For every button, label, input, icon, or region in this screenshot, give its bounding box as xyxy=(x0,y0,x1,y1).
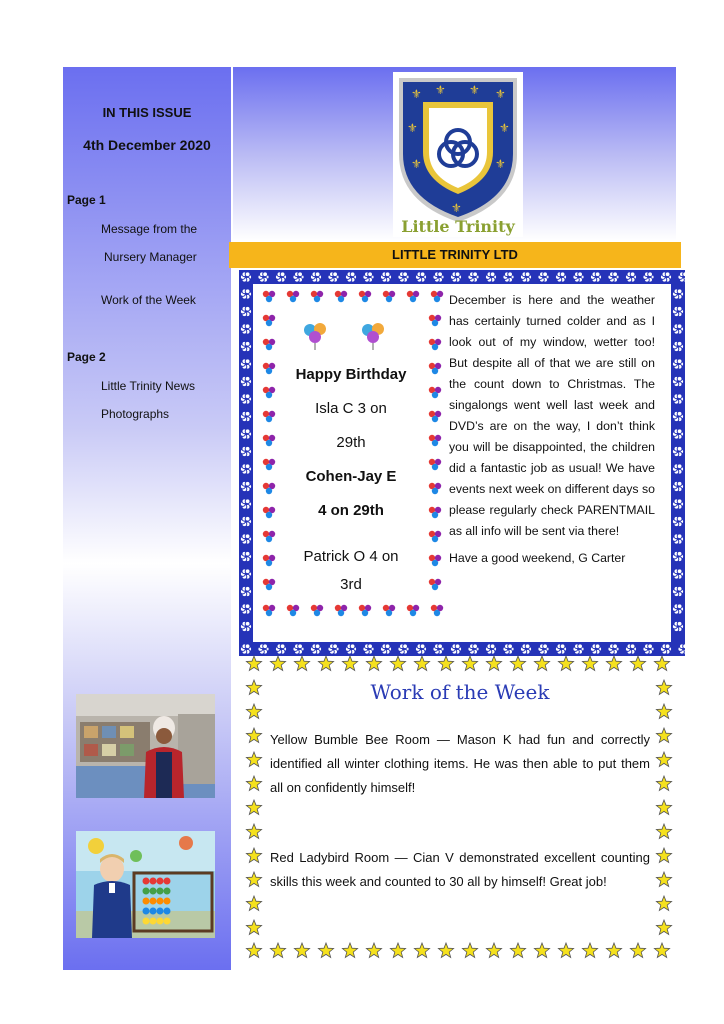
star-icon xyxy=(366,656,381,671)
birthday-line: 3rd xyxy=(340,576,362,593)
star-icon xyxy=(246,776,261,791)
star-icon xyxy=(462,656,477,671)
photo-counting-abacus xyxy=(76,831,215,938)
star-icon xyxy=(558,943,573,958)
star-icon xyxy=(246,656,261,671)
star-icon xyxy=(390,943,405,958)
star-icon xyxy=(656,752,671,767)
star-icon xyxy=(342,943,357,958)
star-icon xyxy=(246,824,261,839)
balloons-icon xyxy=(301,320,331,350)
svg-text:⚜: ⚜ xyxy=(411,157,422,171)
star-icon xyxy=(656,680,671,695)
work-item-bumble-bee: Yellow Bumble Bee Room — Mason K had fun and correctly identified all winter clothing items. He was then able to put them all on confidently himself! xyxy=(270,732,650,795)
svg-text:⚜: ⚜ xyxy=(451,201,462,215)
birthday-title: Happy Birthday xyxy=(295,366,407,383)
star-icon xyxy=(246,872,261,887)
star-icon xyxy=(246,728,261,743)
star-icon xyxy=(294,943,309,958)
company-banner: LITTLE TRINITY LTD xyxy=(229,242,681,268)
star-icon xyxy=(270,943,285,958)
star-icon xyxy=(630,943,645,958)
star-icon xyxy=(656,848,671,863)
page1-label: Page 1 xyxy=(67,193,106,207)
page2-label: Page 2 xyxy=(67,350,106,364)
svg-text:⚜: ⚜ xyxy=(495,87,506,101)
star-icon xyxy=(656,704,671,719)
star-icon xyxy=(342,656,357,671)
star-icon xyxy=(246,752,261,767)
star-icon xyxy=(534,656,549,671)
issue-date: 4th December 2020 xyxy=(83,137,211,153)
toc-item-photos: Photographs xyxy=(101,407,170,421)
birthday-line: Cohen-Jay E xyxy=(305,468,397,485)
manager-message xyxy=(449,290,655,569)
star-icon xyxy=(582,943,597,958)
star-icon xyxy=(656,800,671,815)
star-icon xyxy=(366,943,381,958)
star-icon xyxy=(534,943,549,958)
star-icon xyxy=(318,656,333,671)
star-icon xyxy=(654,943,669,958)
toc-item-work: Work of the Week xyxy=(101,293,196,307)
star-icon xyxy=(656,776,671,791)
logo-text: Little Trinity xyxy=(401,217,515,236)
star-icon xyxy=(510,656,525,671)
birthday-box xyxy=(283,312,419,602)
star-icon xyxy=(246,943,261,958)
little-trinity-crest-logo xyxy=(393,72,523,237)
star-icon xyxy=(582,656,597,671)
issue-heading: IN THIS ISSUE xyxy=(102,105,192,120)
photo-winter-clothing xyxy=(76,694,215,798)
star-icon xyxy=(246,800,261,815)
star-icon xyxy=(246,920,261,935)
star-icon xyxy=(318,943,333,958)
star-icon xyxy=(294,656,309,671)
message-signoff: Have a good weekend, G Carter xyxy=(449,551,626,565)
star-icon xyxy=(438,943,453,958)
svg-text:⚜: ⚜ xyxy=(495,157,506,171)
star-icon xyxy=(438,656,453,671)
star-icon xyxy=(246,848,261,863)
star-icon xyxy=(630,656,645,671)
birthday-line: 29th xyxy=(336,434,366,451)
birthday-line: Patrick O 4 on xyxy=(303,548,399,565)
star-icon xyxy=(654,656,669,671)
svg-text:⚜: ⚜ xyxy=(469,83,480,97)
star-icon xyxy=(606,943,621,958)
star-icon xyxy=(486,943,501,958)
star-icon xyxy=(414,943,429,958)
star-icon xyxy=(270,656,285,671)
star-icon xyxy=(656,872,671,887)
toc-item-news: Little Trinity News xyxy=(101,379,196,393)
star-icon xyxy=(656,824,671,839)
star-icon xyxy=(414,656,429,671)
star-icon xyxy=(246,896,261,911)
work-title: Work of the Week xyxy=(370,680,550,704)
star-icon xyxy=(558,656,573,671)
logo-area xyxy=(393,72,523,237)
svg-text:⚜: ⚜ xyxy=(407,121,418,135)
star-icon xyxy=(486,656,501,671)
toc-item-manager: Nursery Manager xyxy=(104,250,197,264)
star-icon xyxy=(510,943,525,958)
star-icon xyxy=(656,728,671,743)
star-icon xyxy=(462,943,477,958)
svg-text:⚜: ⚜ xyxy=(435,83,446,97)
star-icon xyxy=(246,704,261,719)
star-icon xyxy=(656,920,671,935)
work-item-ladybird: Red Ladybird Room — Cian V demonstrated excellent counting skills this week and counted to 30 all by himself! Great job! xyxy=(270,850,650,889)
star-icon xyxy=(390,656,405,671)
birthday-line: 4 on 29th xyxy=(318,502,384,519)
star-icon xyxy=(246,680,261,695)
toc-item-message: Message from the xyxy=(101,222,198,236)
header-band xyxy=(233,67,676,241)
svg-text:⚜: ⚜ xyxy=(499,121,510,135)
message-body: December is here and the weather has certainly turned colder and as I look out of my window, wetter too! But despite all of that we are still on the count down to Christmas. The singalongs went well last week and DVD’s are on the way, I don’t think you will be disappointed, the children did a fantastic job as usual! We have events next week on different days so please regularly check PARENTMAIL as all info will be sent via there! xyxy=(449,293,655,538)
birthday-line: Isla C 3 on xyxy=(315,400,387,417)
star-icon xyxy=(656,896,671,911)
balloons-icon xyxy=(359,320,389,350)
svg-text:⚜: ⚜ xyxy=(411,87,422,101)
star-icon xyxy=(606,656,621,671)
